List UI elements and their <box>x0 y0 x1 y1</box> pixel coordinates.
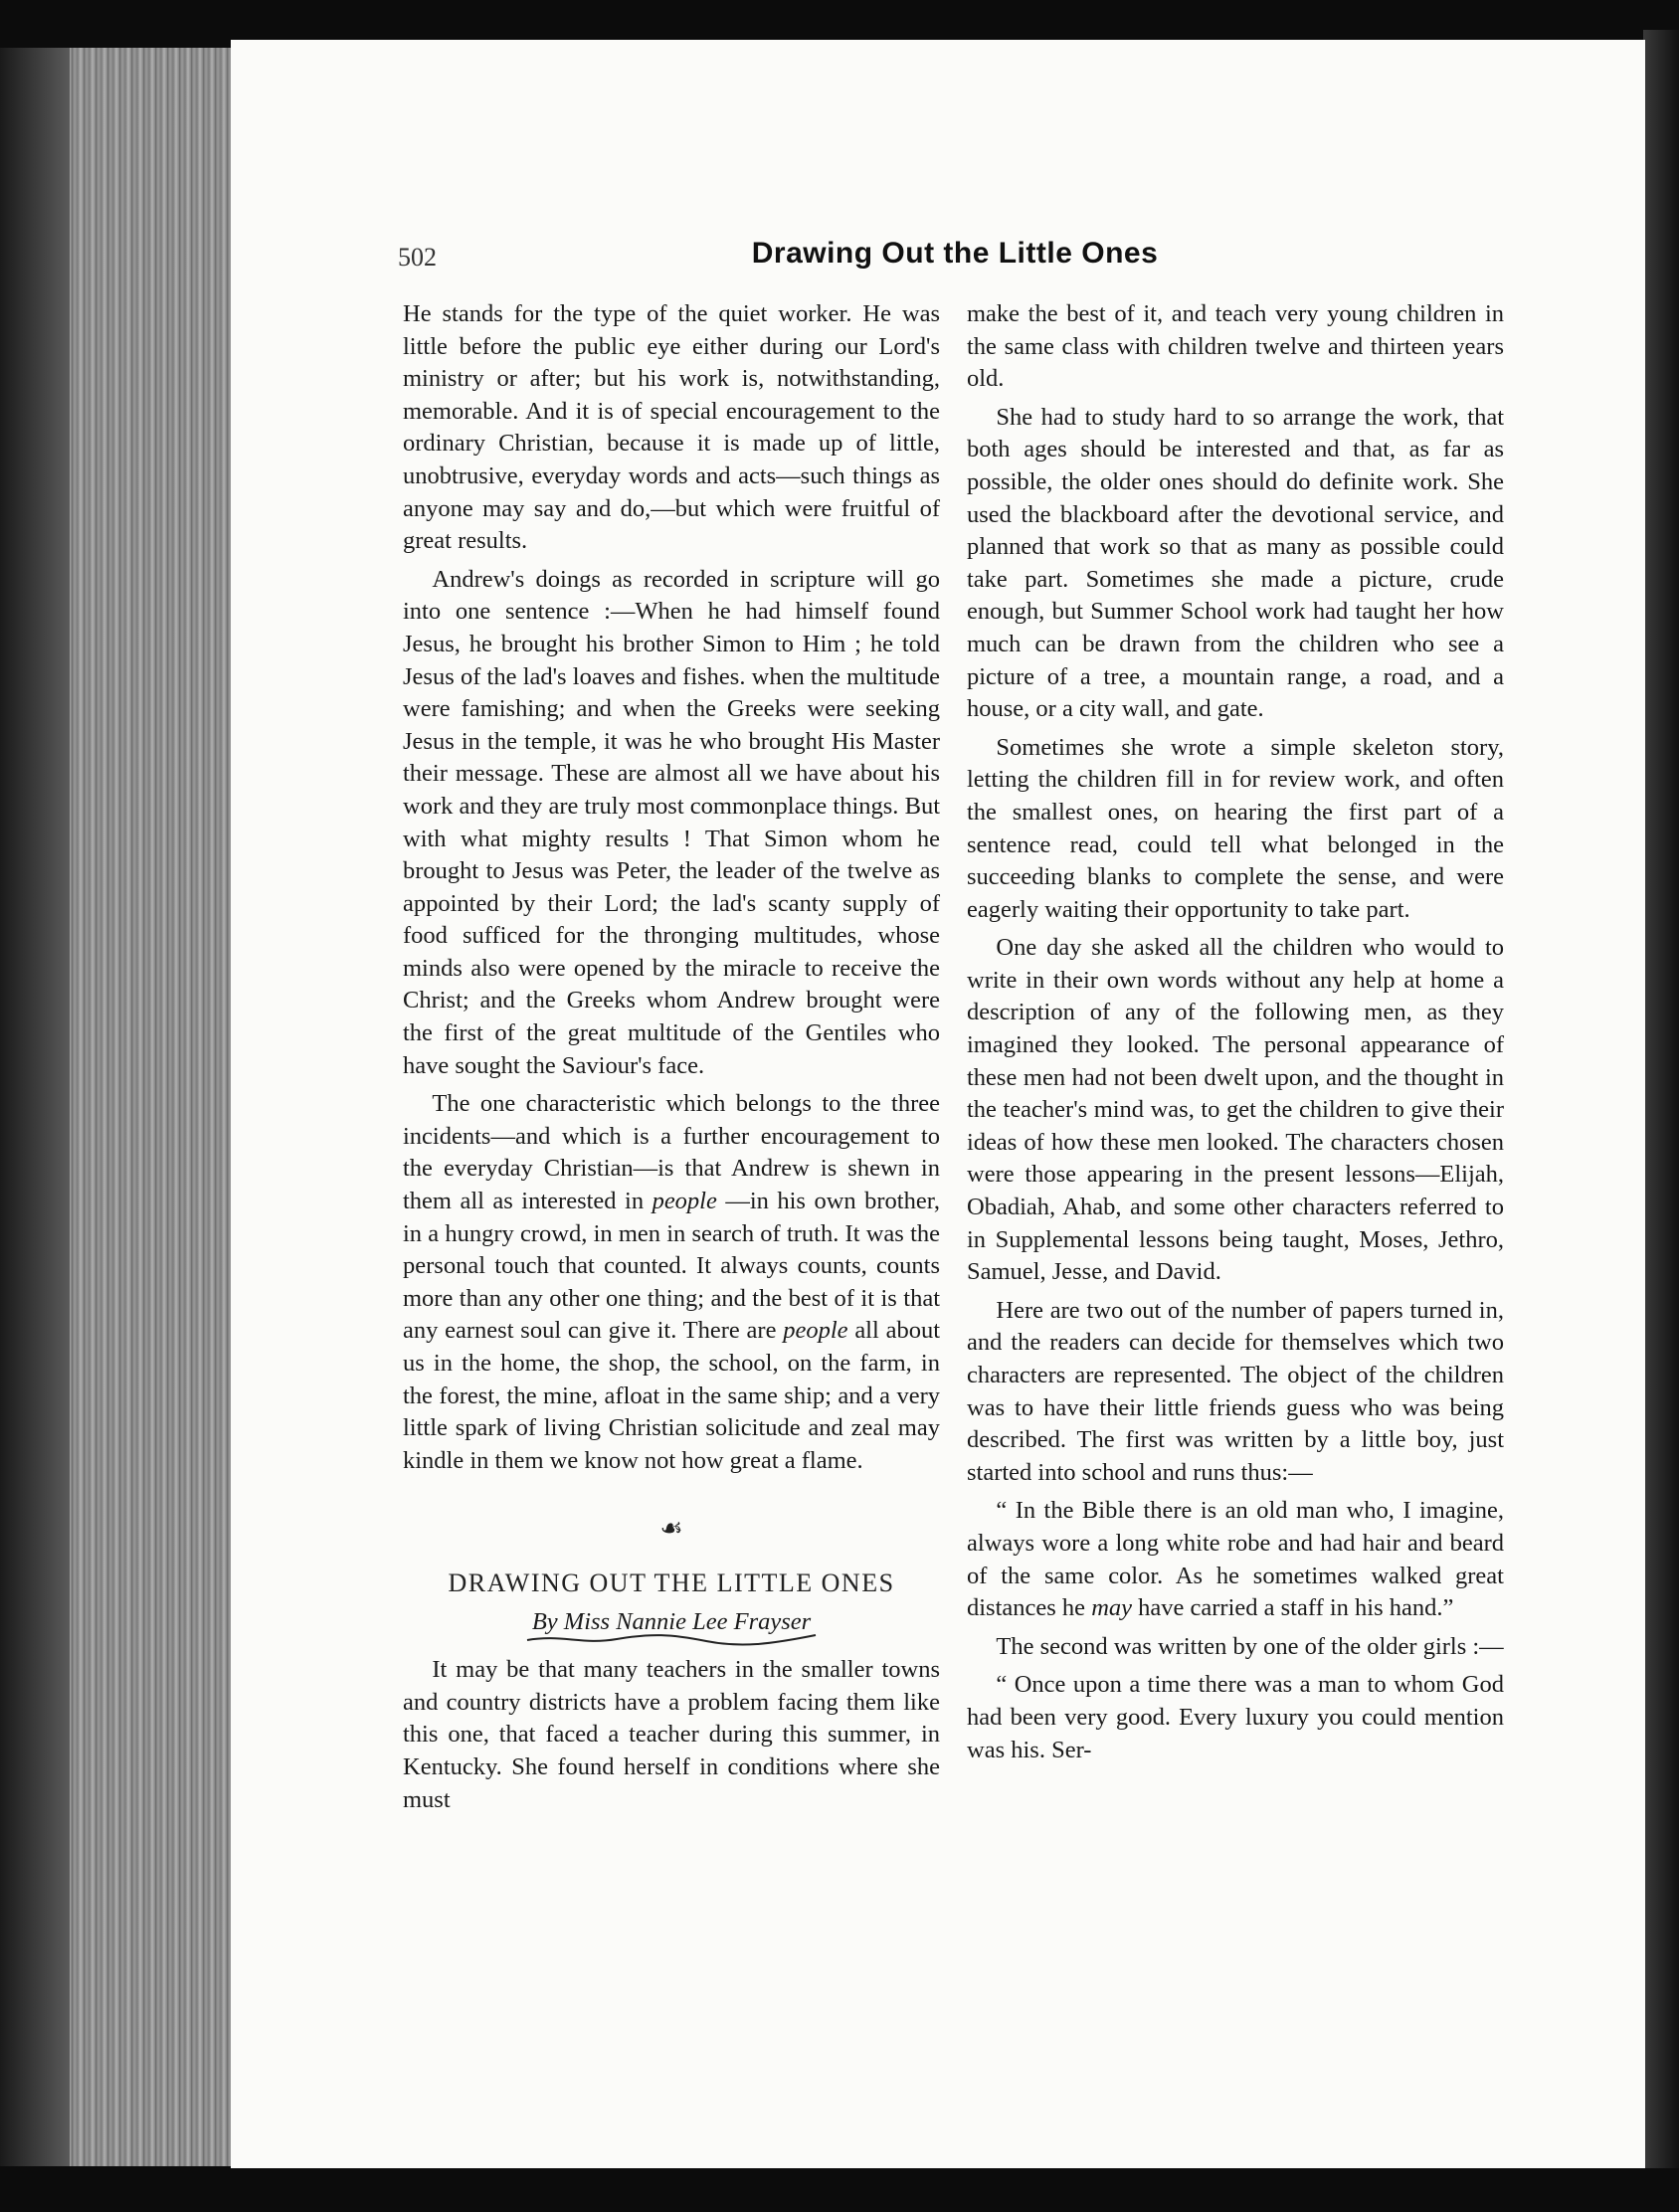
paragraph: Sometimes she wrote a simple skeleton story, letting the children fill in for review work, and often the smallest ones, on hearing the first part of a sentence read, could tell what belonged in the succeeding blanks to complete the sense, and were eagerly waiting their opportunity to take part. <box>967 733 1504 923</box>
right-column <box>967 298 1504 1772</box>
running-title: Drawing Out the Little Ones <box>751 237 1159 270</box>
paragraph: “ Once upon a time there was a man to whom God had been very good. Every luxury you could mention was his. Ser- <box>967 1671 1504 1763</box>
paragraph: “ In the Bible there is an old man who, I imagine, always wore a long white robe and had hair and beard of the same color. As he sometimes walked great distances he may have carried a staff in his hand.” <box>967 1497 1504 1622</box>
paragraph: The one characteristic which belongs to the three incidents—and which is a further encouragement to the everyday Christian—is that Andrew is shewn in them all as interested in people —in his own brother, in a hungry crowd, in men in search of truth. It was the personal touch that counted. It always counts, counts more than any other one thing; and the best of it is that any earnest soul can give it. There are people all about us in the home, the shop, the school, on the farm, in the forest, the mine, afloat in the same ship; and a very little spark of living Christian solicitude and zeal may kindle in them we know not how great a flame. <box>403 1090 941 1474</box>
byline-text: By Miss Nannie Lee Frayser <box>531 1607 812 1635</box>
section-title: DRAWING OUT THE LITTLE ONES <box>448 1567 895 1597</box>
page-number: 502 <box>398 243 437 272</box>
paragraph: He stands for the type of the quiet worker. He was little before the public eye either during our Lord's ministry or after; but his work is, notwithstanding, memorable. And it is of special encouragement to the ordinary Christian, because it is made up of little, unobtrusive, everyday words and acts—such things as anyone may say and do,—but which were fruitful of great results. <box>403 300 940 555</box>
paragraph: She had to study hard to so arrange the work, that both ages should be interested and that, as far as possible, the older ones should do definite work. She used the blackboard after the devotional service, and planned that work so that as many as possible could take part. Sometimes she made a picture, crude enough, but Summer School work had taught her how much can be drawn from the children who see a picture of a tree, a mountain range, a road, and a house, or a city wall, and gate. <box>967 403 1504 723</box>
paragraph: One day she asked all the children who would to write in their own words without any help at home a description of any of the following men, as they imagined they looked. The personal appearance of these men had not been dwelt upon, and the thought in the teacher's mind was, to get the children to give their ideas of how these men looked. The characters chosen were those appearing in the present lessons—Elijah, Obadiah, Ahab, and some other characters referred to in Supplemental lessons being taught, Moses, Jethro, Samuel, Jesse, and David. <box>967 934 1504 1286</box>
paragraph: Andrew's doings as recorded in scripture will go into one sentence :—When he had himself found Jesus, he brought his brother Simon to Him ; he told Jesus of the lad's loaves and fishes. when the multitude were famishing; and when the Greeks were seeking Jesus in the temple, it was he who brought His Master their message. These are almost all we have about his work and they are truly most commonplace things. But with what mighty results ! That Simon whom he brought to Jesus was Peter, the leader of the twelve as appointed by their Lord; the lad's scanty supply of food sufficed for the thronging multitudes, whose minds also were opened by the miracle to receive the Christ; and the Greeks whom Andrew brought were the first of the great multitude of the Gentiles who have sought the Saviour's face. <box>403 565 940 1079</box>
left-column <box>403 298 940 1822</box>
scan-right-edge <box>1643 30 1679 2168</box>
book-binding-shadow <box>0 48 70 2166</box>
fleuron-ornament: ☙ <box>659 1514 683 1544</box>
paragraph: make the best of it, and teach very young children in the same class with children twelve and thirteen years old. <box>967 300 1504 393</box>
paragraph: Here are two out of the number of papers turned in, and the readers can decide for themselves which two characters are represented. The object of the children was to have their little friends guess who was being described. The first was written by a little boy, just started into school and runs thus:— <box>967 1296 1504 1486</box>
byline <box>403 1606 940 1647</box>
running-head <box>398 237 1512 276</box>
paragraph: The second was written by one of the older girls :— <box>996 1632 1504 1660</box>
paragraph: It may be that many teachers in the smaller towns and country districts have a problem facing them like this one, that faced a teacher during this summer, in Kentucky. She found herself in conditions where she must <box>403 1656 940 1813</box>
